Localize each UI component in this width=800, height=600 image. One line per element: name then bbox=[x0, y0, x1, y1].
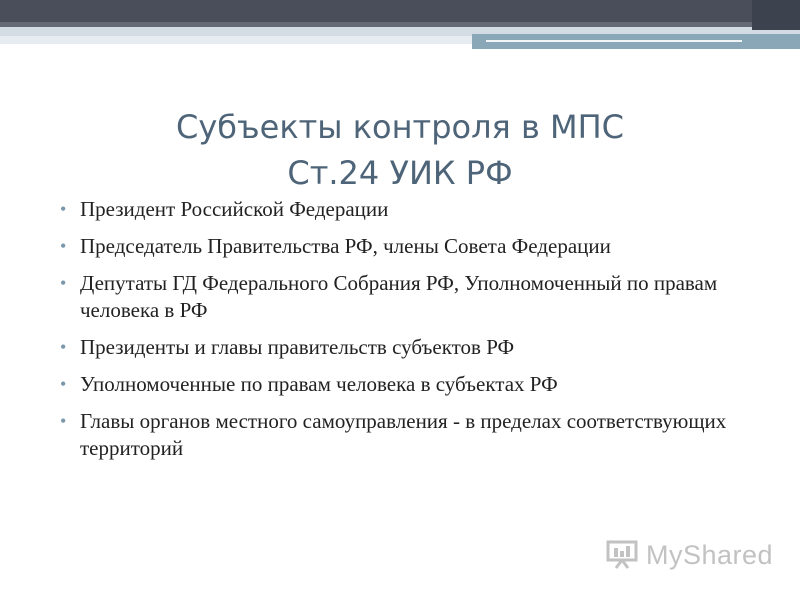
bullet-text: Уполномоченные по правам человека в субъектах РФ bbox=[80, 372, 558, 396]
bullet-text: Депутаты ГД Федерального Собрания РФ, Уполномоченный по правам человека в РФ bbox=[80, 271, 718, 322]
bullet-text: Главы органов местного самоуправления - в пределах соответствующих территорий bbox=[80, 409, 727, 460]
banner-corner-block bbox=[752, 0, 800, 30]
bullet-icon: • bbox=[60, 273, 67, 293]
bullet-text: Президенты и главы правительств субъектов РФ bbox=[80, 335, 515, 359]
bullet-text: Председатель Правительства РФ, члены Совета Федерации bbox=[80, 234, 611, 258]
bullet-item bbox=[60, 233, 760, 260]
site-watermark bbox=[606, 538, 774, 574]
bullet-icon: • bbox=[60, 236, 67, 256]
bullet-icon: • bbox=[60, 199, 67, 219]
bullet-icon: • bbox=[60, 411, 67, 431]
banner-dark-band bbox=[0, 0, 800, 22]
bullet-item bbox=[60, 270, 760, 324]
bullet-list bbox=[60, 196, 760, 472]
bullet-item bbox=[60, 334, 760, 361]
bullet-icon: • bbox=[60, 374, 67, 394]
bullet-item bbox=[60, 196, 760, 223]
slide-title bbox=[60, 104, 740, 196]
bullet-item bbox=[60, 408, 760, 462]
presentation-board-icon bbox=[606, 540, 638, 570]
banner-accent-line bbox=[486, 40, 742, 42]
decorative-top-banner bbox=[0, 0, 800, 52]
slide-title-line-1: Субъекты контроля в МПС bbox=[176, 108, 624, 146]
bullet-text: Президент Российской Федерации bbox=[80, 197, 389, 221]
slide-title-line-2: Ст.24 УИК РФ bbox=[287, 154, 513, 192]
bullet-item bbox=[60, 371, 760, 398]
bullet-icon: • bbox=[60, 337, 67, 357]
watermark-text: MyShared bbox=[646, 540, 774, 570]
